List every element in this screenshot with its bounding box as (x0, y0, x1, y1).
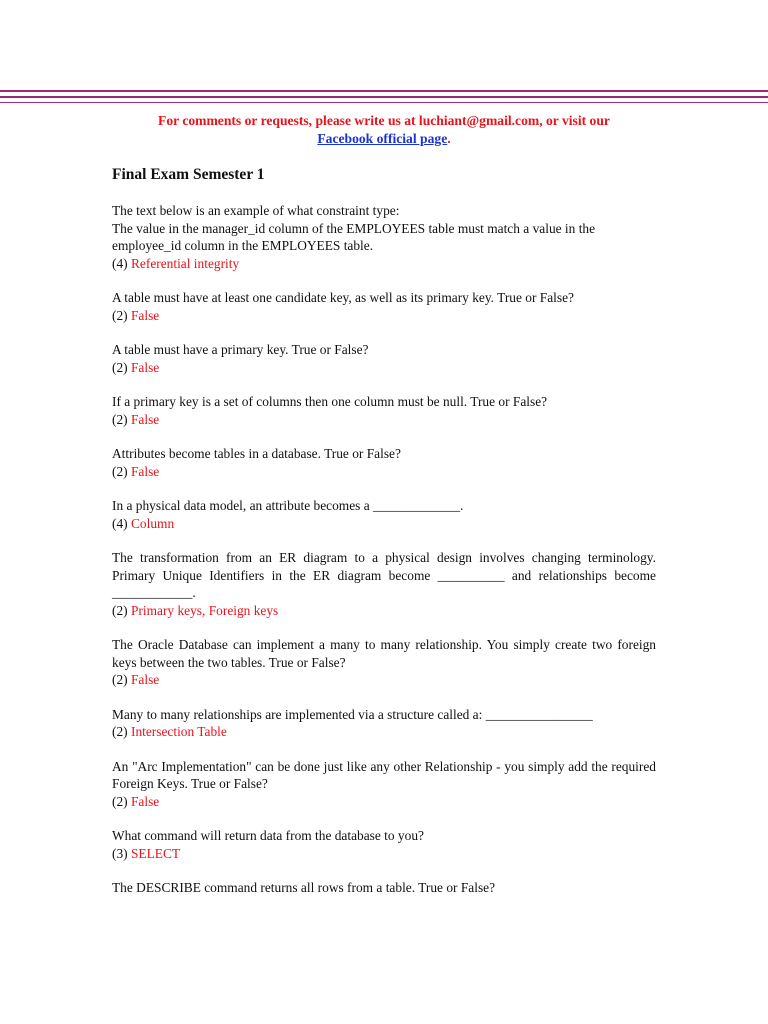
answer-text: False (130, 463, 160, 479)
answer-text: False (130, 411, 160, 427)
question-text: An "Arc Implementation" can be done just like any other Relationship - you simply add the required Foreign Keys. True or False? (112, 758, 656, 791)
answer-text: Referential integrity (130, 255, 240, 271)
answer-line (112, 723, 656, 741)
answer-text: Primary keys, Foreign keys (130, 602, 279, 618)
points-value: (2) (112, 793, 128, 809)
question-item (112, 706, 656, 741)
question-item (112, 393, 656, 428)
answer-line (112, 307, 656, 325)
answer-line (112, 845, 656, 863)
facebook-page-link[interactable]: Facebook official page (317, 131, 448, 146)
points-value: (2) (112, 724, 128, 739)
question-item (112, 445, 656, 480)
points-value: (2) (112, 411, 128, 427)
question-item (112, 827, 656, 862)
answer-text: Intersection Table (130, 724, 227, 739)
points-value: (2) (112, 359, 128, 375)
answer-text: SELECT (130, 845, 181, 861)
question-item (112, 202, 656, 272)
question-text: The Oracle Database can implement a many to many relationship. You simply create two foreign keys between the two tables. True or False? (112, 637, 656, 670)
points-value: (4) (112, 515, 128, 531)
points-value: (2) (112, 672, 128, 687)
question-text: A table must have a primary key. True or False? (112, 342, 369, 357)
answer-text: False (130, 307, 160, 323)
question-text: What command will return data from the database to you? (112, 828, 424, 843)
question-text: Attributes become tables in a database. True or False? (112, 446, 401, 461)
answer-line (112, 515, 656, 533)
answer-text: False (130, 359, 160, 375)
question-text: A table must have at least one candidate key, as well as its primary key. True or False? (112, 290, 574, 305)
question-item (112, 289, 656, 324)
question-text: The transformation from an ER diagram to a physical design involves changing terminology. Primary Unique Identifiers in the ER diagram become __________ and relationships become ____________. (112, 550, 656, 600)
question-text: In a physical data model, an attribute becomes a _____________. (112, 498, 464, 513)
question-item (112, 497, 656, 532)
answer-line (112, 255, 656, 273)
header-rule-bottom (0, 102, 768, 103)
answer-line (112, 411, 656, 429)
answer-line (112, 793, 656, 811)
question-list (112, 202, 656, 914)
question-item (112, 549, 656, 619)
question-item (112, 879, 656, 897)
question-item (112, 341, 656, 376)
points-value: (2) (112, 307, 128, 323)
question-text: The text below is an example of what constraint type: (112, 203, 400, 218)
notice-period: . (447, 131, 451, 146)
header-rule-top (0, 90, 768, 92)
answer-line (112, 602, 656, 620)
question-text: The DESCRIBE command returns all rows from a table. True or False? (112, 880, 496, 895)
answer-line (112, 463, 656, 481)
answer-line (112, 671, 656, 689)
answer-text: False (130, 793, 160, 809)
question-item (112, 758, 656, 811)
points-value: (4) (112, 255, 128, 271)
points-value: (3) (112, 845, 128, 861)
answer-line (112, 359, 656, 377)
answer-text: False (130, 672, 160, 687)
page-title: Final Exam Semester 1 (112, 166, 265, 183)
question-item (112, 636, 656, 689)
question-text: If a primary key is a set of columns then one column must be null. True or False? (112, 394, 548, 409)
header-rule-middle (0, 96, 768, 98)
question-text: Many to many relationships are implemented via a structure called a: ________________ (112, 706, 593, 722)
question-text: The value in the manager_id column of the EMPLOYEES table must match a value in the employee_id column in the EMPLOYEES table. (112, 220, 596, 253)
points-value: (2) (112, 602, 128, 618)
points-value: (2) (112, 463, 128, 479)
contact-notice (112, 112, 656, 148)
contact-notice-text: For comments or requests, please write us at luchiant@gmail.com, or visit our (158, 113, 610, 128)
answer-text: Column (130, 515, 175, 531)
